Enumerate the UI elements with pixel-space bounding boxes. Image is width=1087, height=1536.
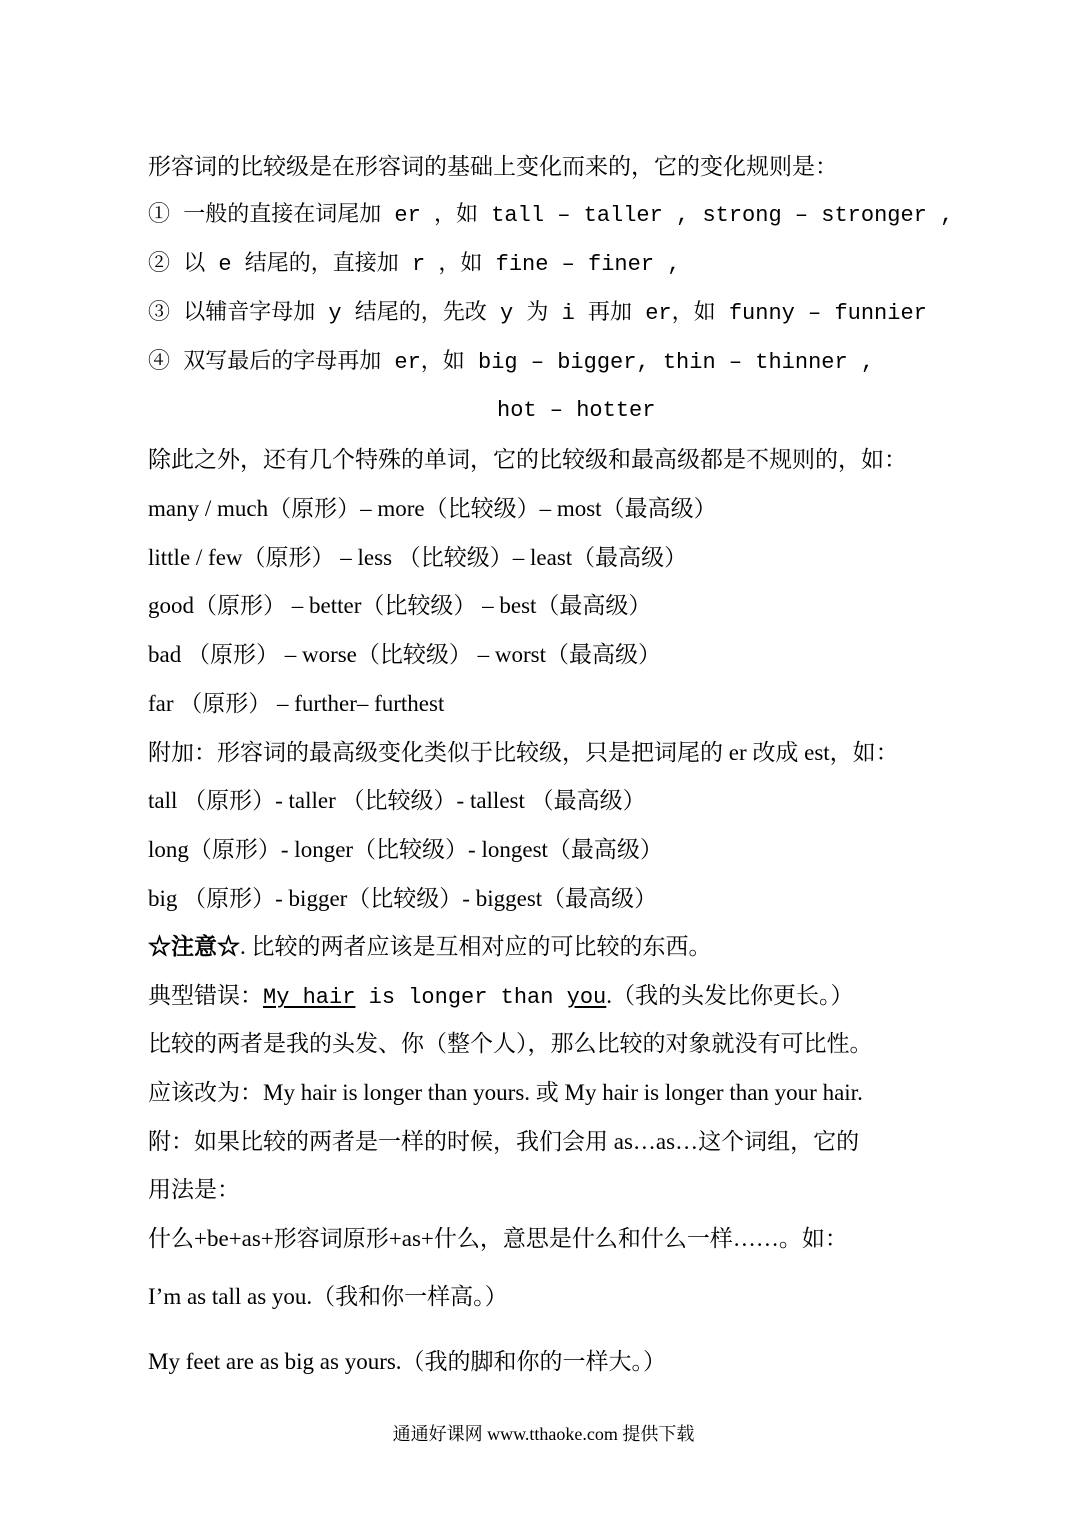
example-2: My feet are as big as yours.（我的脚和你的一样大。） — [148, 1349, 667, 1374]
correction-text: 应该改为：My hair is longer than yours. 或 My hair is longer than your hair. — [148, 1080, 863, 1105]
explanation-text: 比较的两者是我的头发、你（整个人），那么比较的对象就没有可比性。 — [148, 1031, 873, 1056]
as-as-intro-line1: 附：如果比较的两者是一样的时候，我们会用 as…as…这个词组，它的 — [148, 1129, 860, 1154]
rule-1: ① 一般的直接在词尾加 er ，如 tall – taller , strong – stronger , — [148, 203, 954, 228]
superlative-intro: 附加：形容词的最高级变化类似于比较级，只是把词尾的 er 改成 est，如： — [148, 740, 899, 765]
typical-error-middle: is longer than — [355, 985, 567, 1010]
superlative-tall: tall （原形）- taller （比较级）- tallest （最高级） — [148, 788, 646, 813]
example-1: I’m as tall as you.（我和你一样高。） — [148, 1284, 508, 1309]
note-text: . 比较的两者应该是互相对应的可比较的东西。 — [240, 934, 712, 959]
irregular-intro: 除此之外，还有几个特殊的单词，它的比较级和最高级都是不规则的，如： — [148, 447, 907, 472]
rule-3: ③ 以辅音字母加 y 结尾的，先改 y 为 i 再加 er，如 funny – funnier — [148, 301, 927, 326]
rule-4-continuation: hot – hotter — [497, 398, 656, 423]
page-footer: 通通好课网 www.tthaoke.com 提供下载 — [392, 1424, 695, 1444]
rule-2: ② 以 e 结尾的，直接加 r ，如 fine – finer , — [148, 252, 681, 277]
pattern-text: 什么+be+as+形容词原形+as+什么，意思是什么和什么一样……。如： — [148, 1226, 848, 1251]
rule-4: ④ 双写最后的字母再加 er，如 big – bigger, thin – thinner , — [148, 350, 875, 375]
typical-error-line — [148, 981, 854, 1013]
irregular-far: far （原形） – further– furthest — [148, 691, 445, 716]
intro-text: 形容词的比较级是在形容词的基础上变化而来的，它的变化规则是： — [148, 154, 838, 179]
note-line — [148, 932, 712, 962]
typical-error-label: 典型错误： — [148, 983, 263, 1008]
irregular-bad: bad （原形） – worse（比较级） – worst（最高级） — [148, 642, 661, 667]
typical-error-object: you — [566, 985, 607, 1010]
note-marker: ☆注意☆ — [148, 934, 240, 959]
irregular-little: little / few（原形） – less （比较级）– least（最高级） — [148, 545, 688, 570]
typical-error-end: .（我的头发比你更长。） — [606, 983, 854, 1008]
typical-error-subject: My hair — [263, 985, 356, 1010]
irregular-good: good（原形） – better（比较级） – best（最高级） — [148, 593, 652, 618]
irregular-many: many / much（原形）– more（比较级）– most（最高级） — [148, 496, 717, 521]
superlative-big: big （原形）- bigger（比较级）- biggest（最高级） — [148, 886, 658, 911]
as-as-intro-line2: 用法是： — [148, 1177, 240, 1202]
superlative-long: long（原形）- longer（比较级）- longest（最高级） — [148, 837, 663, 862]
